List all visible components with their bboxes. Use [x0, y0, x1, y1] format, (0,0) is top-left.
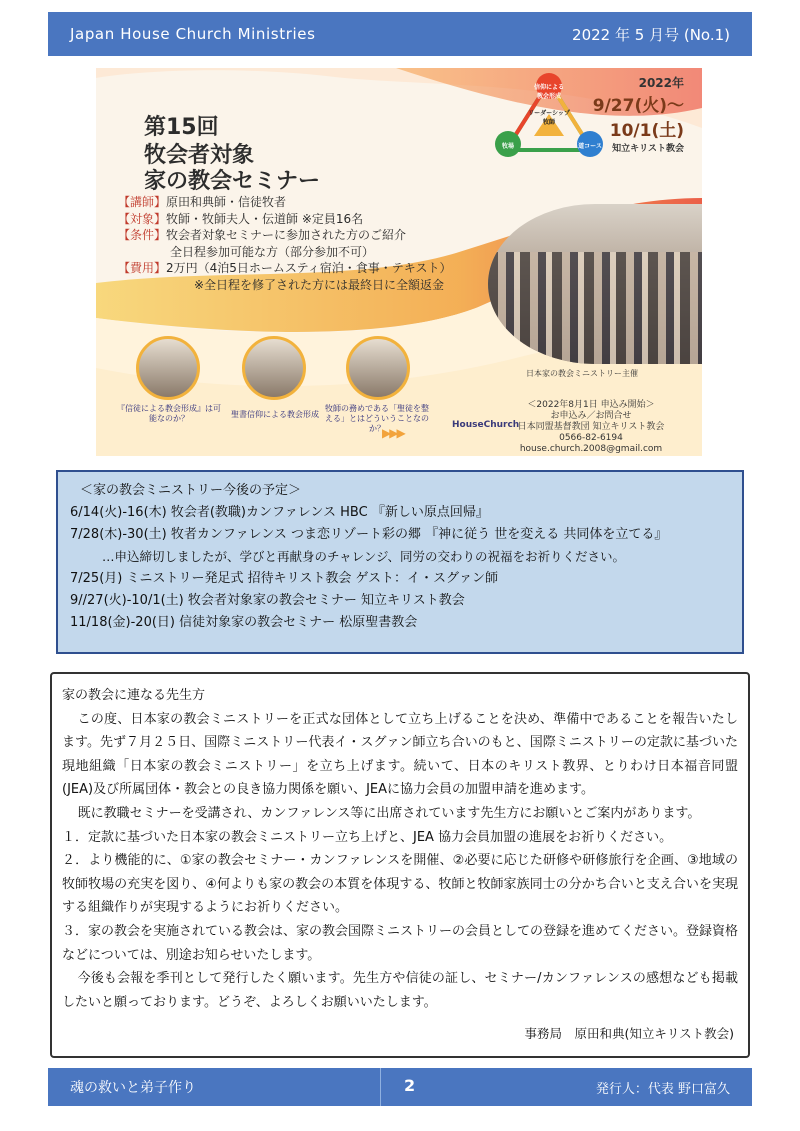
seminar-year: 2022年 — [638, 76, 684, 90]
photo-caption-2: 聖書信仰による教会形成 — [231, 410, 319, 419]
flyer-details — [118, 194, 451, 293]
article-title: 家の教会に連なる先生方 — [62, 688, 206, 703]
org-name: Japan House Church Ministries — [70, 25, 316, 43]
group-photo — [488, 204, 702, 364]
seminar-date-start: 9/27(火)～ — [592, 96, 684, 116]
article-paragraph: 今後も会報を季刊として発行したく願います。先生方や信徒の証し、セミナー/カンファレンスの感想なども掲載したいと願っております。どうぞ、よろしくお願いいたします。 — [62, 971, 738, 1010]
schedule-item: 11/18(金)-20(日) 信徒対象家の教会セミナー 松原聖書教会 — [70, 615, 418, 630]
schedule-heading: ＜家の教会ミニストリー今後の予定＞ — [80, 483, 302, 498]
article-point-3: ３．家の教会を実施されている教会は、家の教会国際ミニストリーの会員としての登録を進めてください。登録資格などについては、別途お知らせいたします。 — [62, 923, 739, 963]
photo-circle-3 — [346, 336, 410, 400]
photo-circle-1 — [136, 336, 200, 400]
triangle-right-label: 道コース — [578, 143, 602, 150]
schedule-item: 7/28(木)-30(土) 牧者カンファレンス つま恋リゾート彩の郷 『神に従う 世を変える 共同体を立てる』 — [70, 527, 668, 542]
article-paragraph: この度、日本家の教会ミニストリーを正式な団体として立ち上げることを決め、準備中であることを報告いたします。先ず７月２５日、国際ミニストリー代表イ・スグァン師立ち合いのもと、国際ミニストリーの定款に基づいた現地組織「日本家の教会ミニストリー」を立ち上げます。続いて、日本のキリスト教界、とりわけ日本福音同盟(JEA)及び所属団体・教会との良き協力関係を願い、JEAに協力会員の加盟申請を進めます。 — [62, 711, 738, 798]
schedule-item: 9//27(火)-10/1(土) 牧会者対象家の教会セミナー 知立キリスト教会 — [70, 593, 465, 608]
article-box — [50, 672, 750, 1058]
photo-caption-3: 牧師の務めである「聖徒を整える」とはどういうことなのか？ — [325, 404, 429, 433]
issue-label: 2022 年 5 月号 (No.1) — [572, 25, 730, 44]
detail-condition: 【条件】牧会者対象セミナーに参加された方のご紹介 — [118, 228, 407, 242]
triangle-center-label: リーダーシップ 牧師 — [528, 110, 570, 126]
triangle-top-label: 信仰による教会形成 — [533, 84, 564, 100]
seminar-dates — [593, 74, 684, 154]
apply-label: お申込み／お問合せ — [550, 411, 632, 421]
schedule-note: …申込締切しましたが、学びと再献身のチャレンジ、同労の交わりの祝福をお祈りください。 — [102, 549, 626, 564]
detail-condition-2: 全日程参加可能な方（部分参加不可） — [170, 244, 375, 259]
flyer-title-number: 第15回 — [144, 115, 219, 140]
house-church-logo: HouseChurch — [452, 420, 520, 430]
article-signature: 事務局 原田和典(知立キリスト教会) — [524, 1026, 734, 1042]
apply-email: house.church.2008@gmail.com — [519, 444, 663, 454]
article-paragraph: 既に教職セミナーを受講され、カンファレンス等に出席されています先生方にお願いとご案内があります。 — [77, 805, 701, 821]
page-number: 2 — [404, 1076, 416, 1095]
flyer-title-target: 牧会者対象 — [144, 143, 255, 168]
detail-target: 【対象】牧師・牧師夫人・伝道師 ※定員16名 — [118, 211, 364, 226]
apply-phone: 0566-82-6194 — [559, 433, 623, 443]
arrow-decoration: ▶▶▶ — [382, 426, 404, 440]
header-bar — [48, 12, 752, 56]
article-point-2: ２．より機能的に、①家の教会セミナー・カンファレンスを開催、②必要に応じた研修や研修旅行を企画、③地域の牧師牧場の充実を図り、④何よりも家の教会の本質を体現する、牧師と牧師家族同士の分かち合いと支え合いを実現する組織作りが実現するようにお祈りください。 — [62, 853, 738, 916]
footer-divider — [380, 1068, 381, 1106]
footer-motto: 魂の救いと弟子作り — [70, 1080, 196, 1096]
seminar-venue: 知立キリスト教会 — [612, 144, 684, 154]
photo-caption-1: 『信徒による教会形成』は可能なのか？ — [117, 404, 221, 423]
apply-org: 日本同盟基督教団 知立キリスト教会 — [517, 422, 665, 432]
footer-bar — [48, 1068, 752, 1106]
schedule-item: 6/14(火)-16(木) 牧会者(教職)カンファレンス HBC 『新しい原点回帰』 — [70, 505, 489, 520]
detail-cost: 【費用】2万円（4泊5日ホームスティ宿泊・食事・テキスト） — [118, 261, 452, 275]
seminar-date-end: 10/1(土) — [609, 121, 684, 141]
article-point-1: １．定款に基づいた日本家の教会ミニストリー立ち上げと、JEA 協力会員加盟の進展をお祈りください。 — [62, 829, 673, 845]
flyer-apply-info — [506, 400, 676, 455]
schedule-item: 7/25(月) ミニストリー発足式 招待キリスト教会 ゲスト：イ・スグァン師 — [70, 571, 498, 586]
apply-start: ＜2022年8月1日 申込み開始＞ — [527, 400, 655, 410]
schedule-box — [56, 470, 744, 654]
detail-lecturer: 【講師】原田和典師・信徒牧者 — [118, 195, 287, 209]
seminar-flyer — [96, 68, 702, 456]
detail-refund: ※全日程を修了された方には最終日に全額返金 — [194, 277, 445, 292]
footer-publisher: 発行人：代表 野口富久 — [595, 1082, 730, 1097]
flyer-sponsor: 日本家の教会ミニストリー主催 — [526, 369, 638, 378]
triangle-left-label: 牧場 — [501, 143, 514, 150]
photo-circle-2 — [242, 336, 306, 400]
flyer-title-main: 家の教会セミナー — [144, 169, 321, 194]
ministry-triangle-diagram — [494, 72, 604, 166]
